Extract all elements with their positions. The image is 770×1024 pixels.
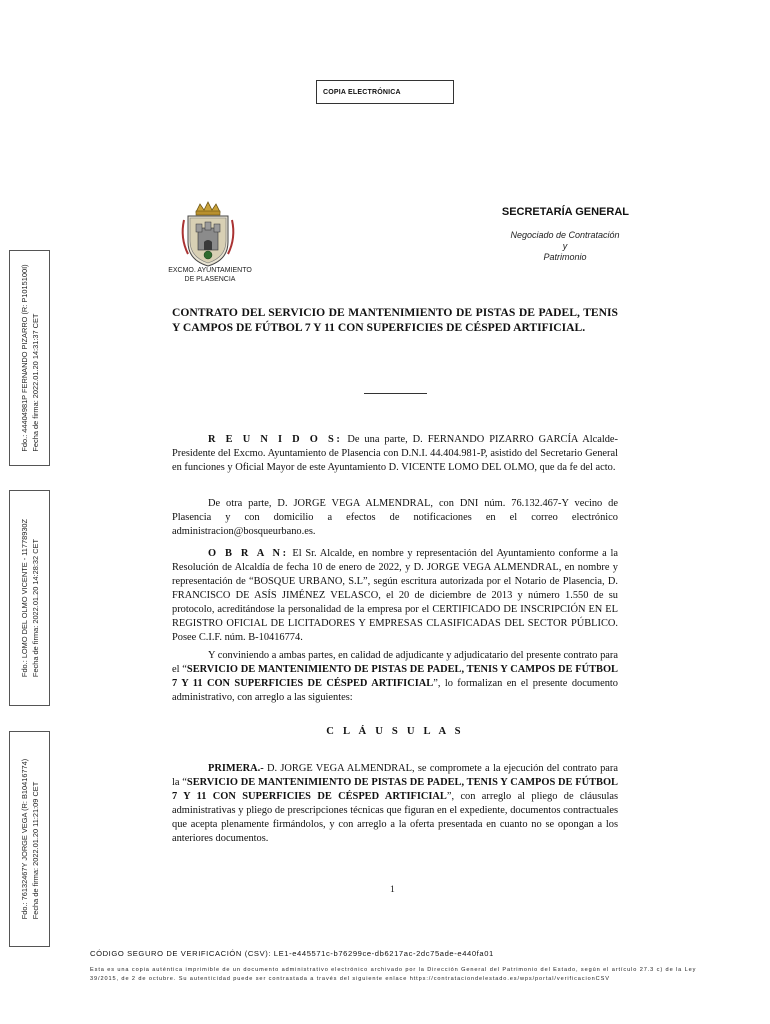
reunidos-text: De una parte, D. FERNANDO PIZARRO GARCÍA Alcalde-Presidente del Excmo. Ayuntamiento de Plasencia con D.N.I. 44.404.981-P, asistido del Secretario General en funciones y Oficial Mayor de este Ayuntamiento D. VICENTE LOMO DEL OLMO, que da fe del acto. [172, 434, 618, 473]
copy-label: COPIA ELECTRÓNICA [323, 88, 401, 96]
primera-service-name: SERVICIO DE MANTENIMIENTO DE PISTAS DE PADEL, TENIS Y CAMPOS DE FÚTBOL 7 Y 11 CON SUPERFICIES DE CÉSPED ARTIFICIAL [172, 777, 618, 802]
signature-signer: Fdo.: LOMO DEL OLMO VICENTE - 11778930Z [19, 518, 29, 678]
crest-caption-line2: DE PLASENCIA [184, 276, 236, 283]
signature-date: Fecha de firma: 2022.01.20 14:28:32 CET [30, 539, 40, 678]
csv-code: CÓDIGO SEGURO DE VERIFICACIÓN (CSV): LE1-e445571c-b76299ce-db6217ac-2dc75ade-e440fa01 [90, 949, 494, 958]
obran-label: O B R A N: [208, 548, 289, 559]
signature-text [19, 264, 41, 451]
signature-box-alcalde [9, 250, 50, 466]
signature-signer: Fdo.: 76132467Y JORGE VEGA (R: B10416774) [19, 758, 29, 920]
crest-caption [160, 266, 260, 284]
title-divider [364, 393, 427, 394]
otra-parte-paragraph: De otra parte, D. JORGE VEGA ALMENDRAL, con DNI núm. 76.132.467-Y vecino de Plasencia y con domicilio a efectos de notificaciones en el correo electrónico administracion@bosqueurbano.es. [172, 498, 618, 537]
reunidos-paragraph [172, 433, 618, 475]
contract-title: CONTRATO DEL SERVICIO DE MANTENIMIENTO DE PISTAS DE PADEL, TENIS Y CAMPOS DE FÚTBOL 7 Y 11 CON SUPERFICIES DE CÉSPED ARTIFICIAL. [172, 306, 618, 334]
primera-post: ”, con arreglo al pliego de cláusulas administrativas y pliego de prescripciones técnicas que figuran en el expediente, documentos contractuales que acepta plenamente firmándolos, y con arreglo a la oferta presentada en cuanto no se opongan a los anteriores documentos. [172, 791, 618, 844]
conviniendo-paragraph [172, 649, 618, 705]
conviniendo-service-name: SERVICIO DE MANTENIMIENTO DE PISTAS DE PADEL, TENIS Y CAMPOS DE FÚTBOL 7 Y 11 CON SUPERFICIES DE CÉSPED ARTIFICIAL [172, 664, 618, 689]
signature-date: Fecha de firma: 2022.01.20 11:21:09 CET [30, 781, 40, 920]
primera-pre: D. JORGE VEGA ALMENDRAL, se compromete a la ejecución del contrato para la “ [172, 763, 618, 788]
department-block [502, 206, 629, 218]
conviniendo-post: ”, lo formalizan en el presente documento administrativo, con arreglo a las siguientes: [172, 678, 618, 703]
copy-label-box [316, 80, 454, 104]
obran-paragraph [172, 547, 618, 645]
signature-date: Fecha de firma: 2022.01.20 14:31:37 CET [30, 313, 40, 452]
subdepartment-line2: y [562, 241, 568, 251]
signature-signer: Fdo.: 44404981P FERNANDO PIZARRO (R: P1015100I) [19, 264, 29, 452]
reunidos-label: R E U N I D O S: [208, 434, 343, 445]
primera-label: PRIMERA.- [208, 763, 264, 774]
subdepartment-line3: Patrimonio [543, 252, 587, 262]
conviniendo-pre: Y conviniendo a ambas partes, en calidad de adjudicante y adjudicatario del presente contrato para el “ [172, 650, 618, 675]
clausulas-heading: C L Á U S U L A S [326, 726, 464, 737]
department-title: SECRETARÍA GENERAL [501, 206, 629, 218]
page-number: 1 [390, 885, 395, 895]
legal-footer: Esta es una copia auténtica imprimible de un documento administrativo electrónico archivado por la Dirección General del Patrimonio del Estado, según el artículo 27.3 c) de la Ley 39/2015, de 2 de octubre. Su autenticidad puede ser contrastada a través del siguiente enlace https://contrataciondelestado.es/wps/portal/verificacionCSV [90, 967, 697, 982]
subdepartment [490, 230, 640, 263]
obran-text: El Sr. Alcalde, en nombre y representación del Ayuntamiento conforme a la Resolución de Alcaldía de fecha 10 de enero de 2022, y D. JORGE VEGA ALMENDRAL, en nombre y representación de “BOSQUE URBANO, S.L”, según escritura autorizada por el Notario de Plasencia, D. FRANCISCO DE ASÍS JIMÉNEZ VELASCO, el 20 de diciembre de 2013 y número 1.550 de su protocolo, acreditándose la personalidad de la empresa por el CERTIFICADO DE INSCRIPCIÓN EN EL REGISTRO OFICIAL DE LICITADORES Y EMPRESAS CLASIFICADAS DEL SECTOR PÚBLICO. Posee C.I.F. núm. B-10416774. [172, 548, 619, 643]
signature-box-contratista [9, 731, 50, 947]
signature-box-secretario [9, 490, 50, 706]
signature-text [19, 519, 41, 677]
subdepartment-line1: Negociado de Contratación [510, 230, 620, 240]
signature-text [19, 759, 41, 920]
primera-clause [172, 762, 618, 846]
city-crest-logo [176, 198, 240, 270]
crest-caption-line1: EXCMO. AYUNTAMIENTO [168, 267, 252, 274]
